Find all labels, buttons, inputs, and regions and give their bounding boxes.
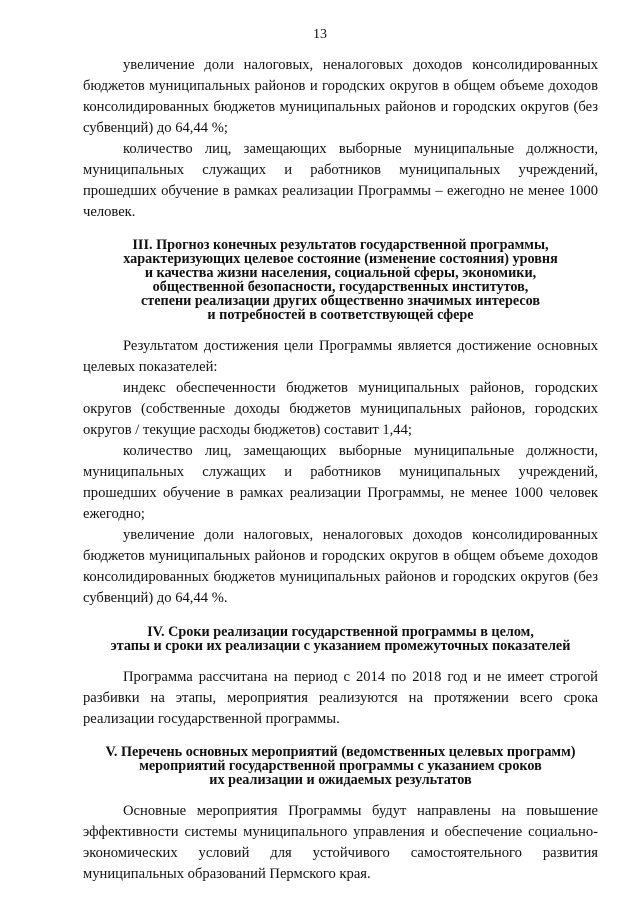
- section-5-heading-line: их реализации и ожидаемых результатов: [209, 772, 472, 788]
- paragraph-trained-persons: количество лиц, замещающих выборные муниципальные должности, муниципальных служащих и работников муниципальных учреждений, прошедших обучение в рамках реализации Программы – ежегодно не менее 1000 человек.: [83, 141, 598, 220]
- section-3-heading-line: и потребностей в соответствующей сфере: [207, 307, 474, 323]
- paragraph-tax-revenue-share: увеличение доли налоговых, неналоговых доходов консолидированных бюджетов муниципальных районов и городских округов в общем объеме доходов консолидированных бюджетов муниципальных районов и городских округов (без субвенций) до 64,44 %;: [83, 57, 598, 136]
- section-3-heading-line: III. Прогноз конечных результатов государственной программы,: [132, 237, 549, 253]
- section-4-heading-line: этапы и сроки их реализации с указанием промежуточных показателей: [110, 638, 571, 654]
- section-3-heading-line: характеризующих целевое состояние (изменение состояния) уровня: [123, 251, 558, 267]
- paragraph-main-activities: Основные мероприятия Программы будут направлены на повышение эффективности системы муниципального управления и обеспечение социально-экономических условий для устойчивого самостоятельного развития муниципальных образований Пермского края.: [83, 803, 598, 882]
- page-number: 13: [313, 27, 327, 42]
- section-4-heading-line: IV. Сроки реализации государственной программы в целом,: [147, 624, 534, 640]
- section-4-heading: [83, 625, 598, 653]
- paragraph-budget-index: индекс обеспеченности бюджетов муниципальных районов, городских округов (собственные доходы бюджетов муниципальных районов, городских округов / текущие расходы бюджетов) составит 1,44;: [83, 380, 598, 438]
- page-content: [83, 55, 598, 885]
- paragraph-section-3-intro: Результатом достижения цели Программы является достижение основных целевых показателей:: [83, 338, 598, 375]
- paragraph-tax-revenue-share-target: увеличение доли налоговых, неналоговых доходов консолидированных бюджетов муниципальных районов и городских округов в общем объеме доходов консолидированных бюджетов муниципальных районов и городских округов (без субвенций) до 64,44 %.: [83, 527, 598, 606]
- section-3-heading: [83, 238, 598, 322]
- section-5-heading-line: мероприятий государственной программы с указанием сроков: [139, 758, 542, 774]
- paragraph-trained-persons-annual: количество лиц, замещающих выборные муниципальные должности, муниципальных служащих и работников муниципальных учреждений, прошедших обучение в рамках реализации Программы, не менее 1000 человек ежегодно;: [83, 443, 598, 522]
- paragraph-program-period: Программа рассчитана на период с 2014 по 2018 год и не имеет строгой разбивки на этапы, мероприятия реализуются на протяжении всего срока реализации государственной программы.: [83, 669, 598, 727]
- section-3-heading-line: общественной безопасности, государственных институтов,: [152, 279, 529, 295]
- section-5-heading: [83, 745, 598, 787]
- section-5-heading-line: V. Перечень основных мероприятий (ведомственных целевых программ): [105, 744, 576, 760]
- section-3-heading-line: степени реализации других общественно значимых интересов: [140, 293, 541, 309]
- section-3-heading-line: и качества жизни населения, социальной сферы, экономики,: [144, 265, 537, 281]
